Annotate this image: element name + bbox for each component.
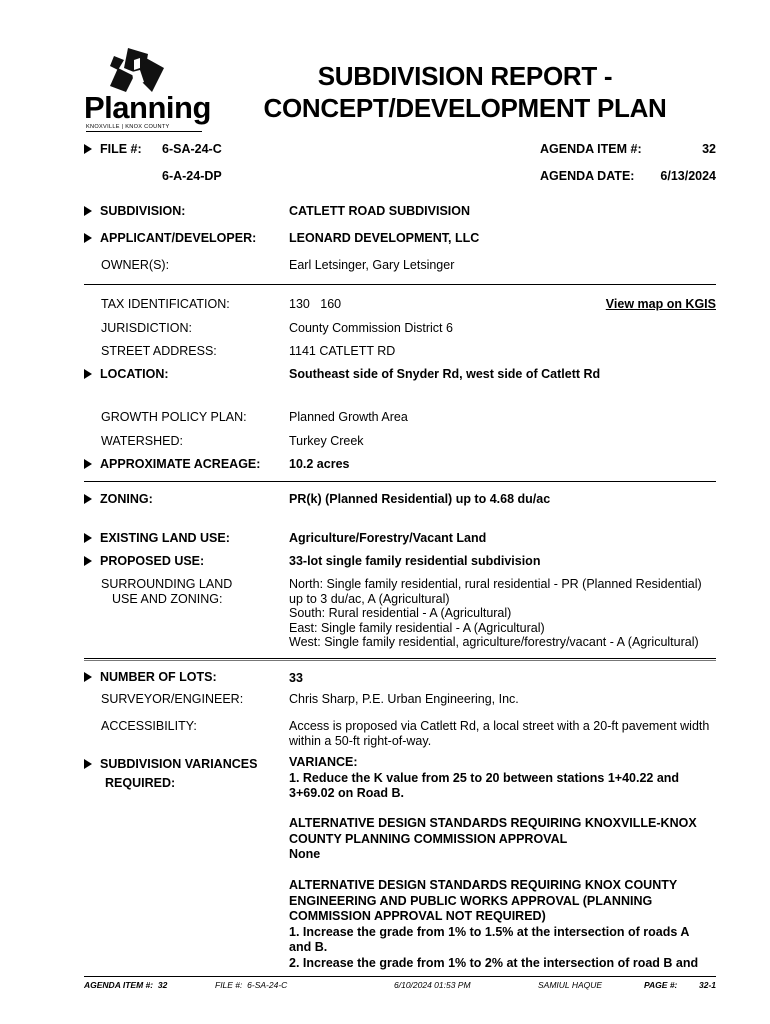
divider <box>84 284 716 285</box>
surrounding-land-value <box>289 577 719 650</box>
growth-policy-value: Planned Growth Area <box>289 410 408 424</box>
divider <box>84 481 716 482</box>
applicant-label: APPLICANT/DEVELOPER: <box>84 231 256 245</box>
report-title-line-1: SUBDIVISION REPORT - <box>317 61 613 91</box>
number-of-lots-value: 33 <box>289 671 303 685</box>
planning-logo <box>84 46 211 132</box>
double-divider <box>84 658 716 661</box>
tax-id-value: 130 160 <box>289 297 342 311</box>
arrow-icon <box>84 233 92 243</box>
text-line: Access is proposed via Catlett Rd, a local street with a 20-ft pavement width <box>289 719 710 733</box>
subdivision-value: CATLETT ROAD SUBDIVISION <box>289 204 471 218</box>
arrow-icon <box>84 144 92 154</box>
text-line: up to 3 du/ac, A (Agricultural) <box>289 591 450 606</box>
text-line: None <box>289 847 321 861</box>
text-line: North: Single family residential, rural residential - PR (Planned Residential) <box>289 577 702 591</box>
text-line: VARIANCE: <box>289 755 358 769</box>
zoning-value: PR(k) (Planned Residential) up to 4.68 du/ac <box>289 492 551 506</box>
acreage-value: 10.2 acres <box>289 457 350 471</box>
text-line: South: Rural residential - A (Agricultural) <box>289 606 512 621</box>
accessibility-label: ACCESSIBILITY: <box>101 719 197 733</box>
accessibility-value <box>289 719 719 748</box>
number-of-lots-label: NUMBER OF LOTS: <box>84 670 217 684</box>
footer-agenda-item: AGENDA ITEM #: 32 <box>84 980 168 990</box>
text-line: 1. Reduce the K value from 25 to 20 between stations 1+40.22 and <box>289 770 680 785</box>
text-line: 2. Increase the grade from 1% to 2% at the intersection of road B and <box>289 955 699 970</box>
report-title-line-2: CONCEPT/DEVELOPMENT PLAN <box>263 93 667 123</box>
zoning-label: ZONING: <box>84 492 153 506</box>
watershed-value: Turkey Creek <box>289 434 364 448</box>
arrow-icon <box>84 206 92 216</box>
text-line: West: Single family residential, agriculture/forestry/vacant - A (Agricultural) <box>289 635 699 650</box>
text-line: within a 50-ft right-of-way. <box>289 733 432 748</box>
existing-land-use-value: Agriculture/Forestry/Vacant Land <box>289 531 487 545</box>
footer-page-number: 32-1 <box>698 980 716 990</box>
surveyor-label: SURVEYOR/ENGINEER: <box>101 692 244 706</box>
footer-divider <box>84 976 716 977</box>
arrow-icon <box>84 459 92 469</box>
footer-author: SAMIUL HAQUE <box>538 980 603 990</box>
text-line: East: Single family residential - A (Agricultural) <box>289 620 545 635</box>
subdivision-label: SUBDIVISION: <box>84 204 185 218</box>
logo-divider <box>86 131 202 132</box>
surveyor-value: Chris Sharp, P.E. Urban Engineering, Inc. <box>289 692 519 706</box>
arrow-icon <box>84 369 92 379</box>
growth-policy-label: GROWTH POLICY PLAN: <box>101 410 247 424</box>
text-line: and B. <box>289 940 328 954</box>
arrow-icon <box>84 494 92 504</box>
jurisdiction-label: JURISDICTION: <box>101 321 192 335</box>
file-number-2: 6-A-24-DP <box>162 169 222 183</box>
jurisdiction-value: County Commission District 6 <box>289 321 453 335</box>
arrow-icon <box>84 533 92 543</box>
agenda-date-label: AGENDA DATE: <box>540 169 635 183</box>
arrow-icon <box>84 672 92 682</box>
footer-page-label: PAGE #: <box>644 980 678 990</box>
logo-text: Planning <box>84 90 211 125</box>
file-number-label: FILE #: <box>84 142 142 156</box>
tax-id-label: TAX IDENTIFICATION: <box>101 297 230 311</box>
text-line: 1. Increase the grade from 1% to 1.5% at the intersection of roads A <box>289 924 690 939</box>
acreage-label: APPROXIMATE ACREAGE: <box>84 457 260 471</box>
file-number-1: 6-SA-24-C <box>162 142 222 156</box>
agenda-item-label: AGENDA ITEM #: <box>540 142 642 156</box>
footer-timestamp: 6/10/2024 01:53 PM <box>394 980 471 990</box>
text-line: COUNTY PLANNING COMMISSION APPROVAL <box>289 831 568 846</box>
location-label: LOCATION: <box>84 367 169 381</box>
arrow-icon <box>84 759 92 769</box>
location-value: Southeast side of Snyder Rd, west side of Catlett Rd <box>289 367 601 381</box>
text-line: 3+69.02 on Road B. <box>289 786 404 800</box>
text-line: ALTERNATIVE DESIGN STANDARDS REQUIRING KNOXVILLE-KNOX <box>289 816 697 830</box>
agenda-date-value: 6/13/2024 <box>660 169 716 183</box>
surrounding-land-label: SURROUNDING LAND USE AND ZONING: <box>101 577 233 606</box>
report-title <box>230 60 700 124</box>
alternative-standards-engineering <box>289 878 719 971</box>
street-address-label: STREET ADDRESS: <box>101 344 217 358</box>
owner-label: OWNER(S): <box>101 258 170 272</box>
alternative-standards-planning <box>289 816 719 863</box>
text-line: COMMISSION APPROVAL NOT REQUIRED) <box>289 909 546 923</box>
variances-label: SUBDIVISION VARIANCES REQUIRED: <box>84 755 257 793</box>
applicant-value: LEONARD DEVELOPMENT, LLC <box>289 231 480 245</box>
footer-file-number: FILE #: 6-SA-24-C <box>215 980 288 990</box>
watershed-label: WATERSHED: <box>101 434 183 448</box>
logo-subtitle: KNOXVILLE | KNOX COUNTY <box>86 124 170 130</box>
proposed-use-label: PROPOSED USE: <box>84 554 204 568</box>
arrow-icon <box>84 556 92 566</box>
street-address-value: 1141 CATLETT RD <box>289 344 396 358</box>
variances-value <box>289 755 719 802</box>
agenda-item-value: 32 <box>702 142 716 156</box>
kgis-map-link[interactable]: View map on KGIS <box>605 297 716 311</box>
text-line: ALTERNATIVE DESIGN STANDARDS REQUIRING KNOX COUNTY <box>289 878 678 892</box>
owner-value: Earl Letsinger, Gary Letsinger <box>289 258 455 272</box>
text-line: ENGINEERING AND PUBLIC WORKS APPROVAL (PLANNING <box>289 893 653 908</box>
existing-land-use-label: EXISTING LAND USE: <box>84 531 230 545</box>
proposed-use-value: 33-lot single family residential subdivision <box>289 554 541 568</box>
